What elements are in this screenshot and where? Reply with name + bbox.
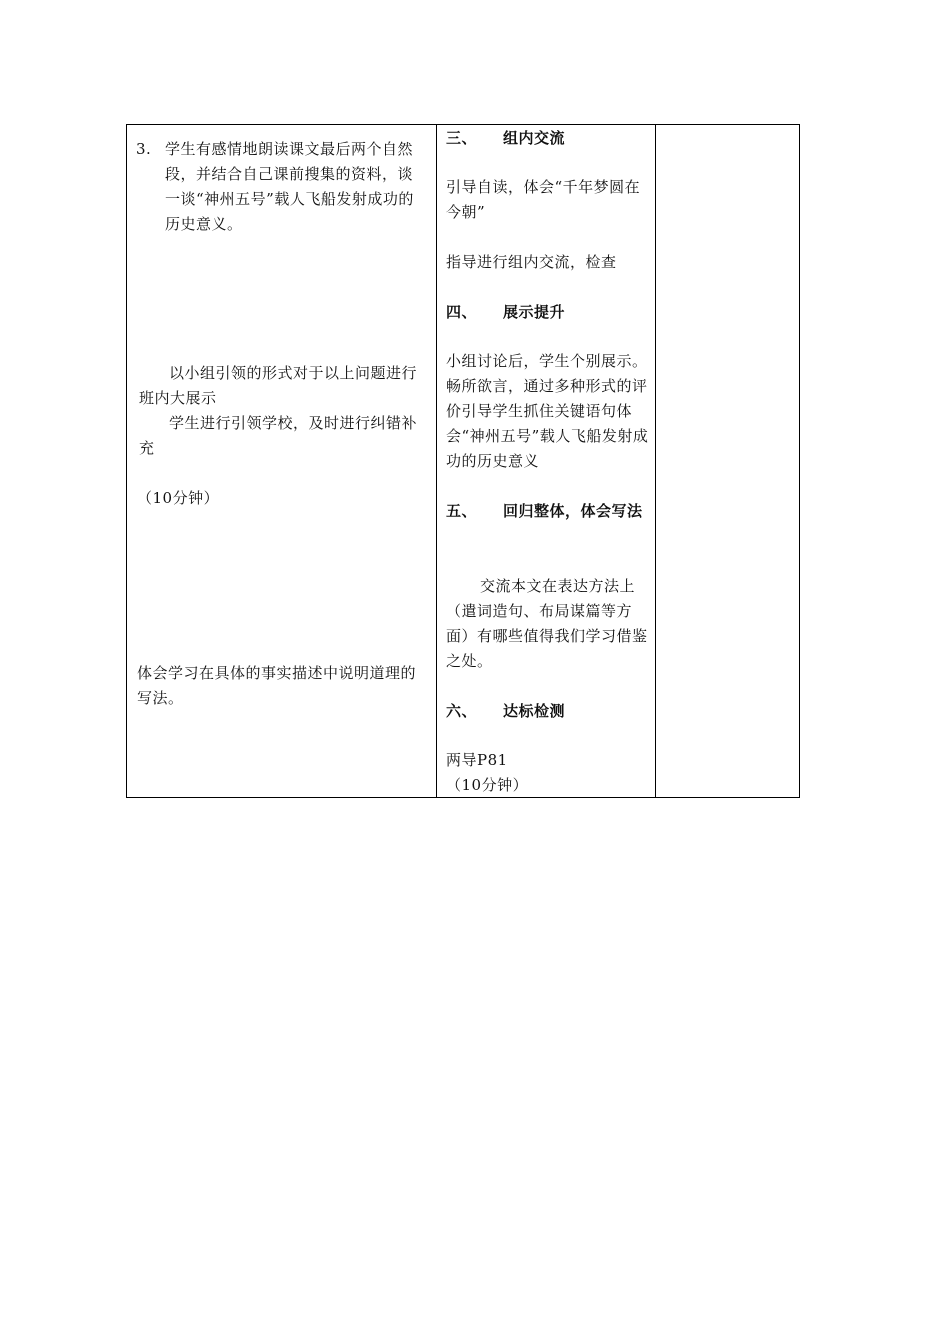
- student-activity-column: [127, 125, 437, 797]
- notes-column: [656, 125, 801, 797]
- time-label: （10分钟）: [446, 776, 529, 794]
- section-number: 六、: [446, 702, 478, 720]
- section-number: 四、: [446, 303, 478, 321]
- section-title: 组内交流: [503, 129, 566, 147]
- section-heading-4: [446, 300, 651, 325]
- writing-method-text: 体会学习在具体的事实描述中说明道理的写法。: [137, 664, 417, 707]
- correction-text: 学生进行引领学校，及时进行纠错补充: [139, 414, 418, 457]
- show-text: 小组讨论后，学生个别展示。畅所欲言，通过多种形式的评价引导学生抓住关键语句体会“神州五号”载人飞船发射成功的历史意义: [446, 352, 649, 470]
- section-title: 达标检测: [503, 702, 566, 720]
- time-label: （10分钟）: [137, 489, 220, 507]
- group-presentation-text: 以小组引领的形式对于以上问题进行班内大展示: [139, 364, 418, 407]
- section-heading-6: [446, 699, 651, 724]
- section-heading-3: [446, 126, 651, 151]
- section-number: 三、: [446, 129, 478, 147]
- section-title: 展示提升: [503, 303, 566, 321]
- section-title: 回归整体，体会写法: [503, 502, 643, 520]
- item-number: 3.: [136, 140, 152, 158]
- reading-task-text: 学生有感情地朗读课文最后两个自然段，并结合自己课前搜集的资料，谈一谈“神州五号”载人飞船发射成功的历史意义。: [165, 140, 414, 233]
- test-reference: 两导P81: [446, 751, 508, 769]
- teacher-activity-column: [437, 125, 656, 797]
- guide-group-text: 指导进行组内交流，检查: [446, 253, 617, 271]
- method-text: 交流本文在表达方法上（遣词造句、布局谋篇等方面）有哪些值得我们学习借鉴之处。: [446, 577, 648, 670]
- section-heading-5: [446, 499, 651, 524]
- lesson-plan-table: [126, 124, 800, 798]
- section-number: 五、: [446, 502, 478, 520]
- guide-read-text: 引导自读，体会“千年梦圆在今朝”: [446, 178, 641, 221]
